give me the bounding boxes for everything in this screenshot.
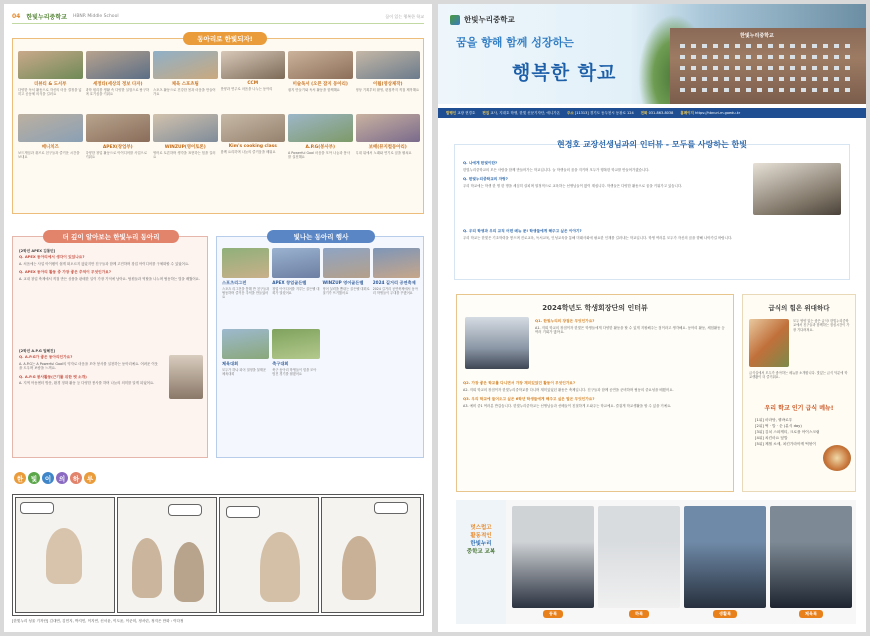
answer: A1. 저희 학교의 장점이자 한빛은 학생들에게 다양한 활동을 할 수 있게 지원해주는 점이라고 생각해요. 동아리 활동, 체험활동 등 여러 기회가 많아요. xyxy=(535,325,725,334)
masthead-slogan: 꿈을 향해 함께 성장하는 xyxy=(456,36,574,49)
answer: 우리 학교에는 학생 한 명 한 명을 세심히 살피며 열정적으로 교육하는 선생님들이 많이 계십니다. 학생들은 다양한 활동으로 꿈을 키워가고 있습니다. xyxy=(463,183,683,188)
building-window xyxy=(680,66,685,70)
event-description: 2024 길거리 공연축제에서 동아리 학생들이 무대를 꾸몄어요 xyxy=(372,287,418,296)
event-photo xyxy=(373,248,420,278)
building-window xyxy=(735,66,740,70)
club-photo xyxy=(356,114,421,142)
building-window xyxy=(823,55,828,59)
student-qa-2 xyxy=(463,381,727,408)
building-window xyxy=(680,44,685,48)
club-description: 무대 위에서 노래와 연기로 꿈을 펼쳐요 xyxy=(355,151,412,155)
building-window xyxy=(834,55,839,59)
building-window xyxy=(768,55,773,59)
lunch-description: 모두 영양 있는 좋은 급식! 한빛누리중학교에서 친구들과 함께하는 점심시간이 가장 기다려져요. xyxy=(793,319,850,332)
building-window xyxy=(812,66,817,70)
masthead-logo xyxy=(450,14,515,25)
building-window xyxy=(801,44,806,48)
event-card xyxy=(373,248,420,325)
building-window xyxy=(746,66,751,70)
principal-qa-2 xyxy=(463,229,841,240)
school-building-image xyxy=(670,28,866,104)
right-page xyxy=(438,4,866,632)
events-grid xyxy=(222,248,420,406)
header-slogan: 꿈이 있는 행복한 학교 xyxy=(385,13,424,19)
building-window xyxy=(768,77,773,81)
club-description: A Powerful Goal 마음을 모아 나눔과 봉사를 실천해요 xyxy=(288,151,351,160)
comic-character xyxy=(260,532,300,602)
building-window xyxy=(834,88,839,92)
club-name: 보배(뮤지컬동아리) xyxy=(368,145,407,150)
comic-title-char: 루 xyxy=(84,472,96,484)
event-photo xyxy=(272,248,319,278)
club-description: 영상 기획부터 촬영, 편집까지 직접 제작해요 xyxy=(355,88,420,92)
uniform-label-line: 한빛누리 xyxy=(470,541,492,547)
header-school-en: HBNR Middle School xyxy=(72,14,119,19)
building-window xyxy=(691,44,696,48)
comic-panel xyxy=(15,497,115,613)
club-card xyxy=(153,114,218,173)
building-window xyxy=(757,88,762,92)
building-window xyxy=(702,55,707,59)
question: Q. A.P.G가 좋은 동아리인가요? xyxy=(19,355,73,359)
club-photo xyxy=(153,51,218,79)
building-window xyxy=(823,88,828,92)
comic-credit: [한빛누리 성울 기자단] 김대연, 김민지, 박지민, 이지연, 신서윤, 이도윤, 이준미, 정서린, 정지은 만화 : 이다정 xyxy=(12,619,184,623)
question: Q. A.P.G 봉사활동(근기를 위한 뱃 소개) xyxy=(19,374,87,379)
building-window xyxy=(768,66,773,70)
student-photo xyxy=(169,355,203,399)
club-description: 잡지 만들기와 독서 활동을 함께해요 xyxy=(288,88,340,92)
question: Q3. 우리 학교에 들어오고 싶은 6학년 학생들에게 해주고 싶은 말은 무엇인가요? xyxy=(463,397,595,401)
building-window xyxy=(757,66,762,70)
left-header xyxy=(12,10,424,24)
event-name: 축구대회 xyxy=(272,361,289,366)
comic-character xyxy=(342,536,376,600)
principal-qa-1 xyxy=(463,161,729,188)
answer: A. 지역 아동센터 방문, 환경 정화 활동 등 다양한 봉사를 하며 나눔의 의미를 알게 되었어요. xyxy=(19,381,155,385)
club-description: 과학 원리를 생활 속 다양한 실험으로 탐구하며 호기심을 키워요 xyxy=(85,88,150,97)
club-photo xyxy=(86,114,151,142)
qa-block-apex xyxy=(19,249,201,281)
answer: A2. 저희 학교의 장점이자 한빛누리중학교를 다니며 재미있었던 활동은 축제입니다. 친구들과 함께 공연을 준비하며 협동의 중요성을 배웠어요. xyxy=(463,387,674,392)
page-number: 04 xyxy=(12,13,21,20)
question: Q2. 가장 좋은 학교를 다니면서 가장 재미있었던 활동이 무엇인가요? xyxy=(463,381,576,385)
answer: 우리 학교는 한빛은 기초학력을 쌓으며 진로교육, 독서교육, 인성교육을 통해 미래사회에 필요한 인재를 길러내는 학교입니다. 학생 여러분 모두가 자신의 꿈을 향해 나아가길 바랍니다. xyxy=(463,235,733,240)
building-window xyxy=(812,77,817,81)
building-window xyxy=(790,66,795,70)
speech-bubble xyxy=(168,504,202,516)
principal-interview xyxy=(454,140,850,280)
building-window xyxy=(790,44,795,48)
comic-panel xyxy=(321,497,421,613)
building-window xyxy=(702,88,707,92)
clubs-title: 동아리로 한빛되자! xyxy=(183,32,267,45)
event-card xyxy=(272,329,319,406)
building-window xyxy=(691,88,696,92)
building-window xyxy=(702,66,707,70)
lunch-title: 급식의 힘은 위대하다 xyxy=(768,304,830,312)
student-council-interview xyxy=(456,294,734,492)
building-window xyxy=(724,77,729,81)
comic-panel xyxy=(117,497,217,613)
question: Q. 한빛누리중학교의 자랑? xyxy=(463,177,508,181)
food-bowl-image xyxy=(823,445,851,471)
building-window xyxy=(845,66,850,70)
club-name: 세정타(세상의 정보 다자) xyxy=(93,82,143,87)
qa-label: [2학년 APEX 김통민] xyxy=(19,249,56,253)
uniform-section xyxy=(456,500,856,624)
student-qa-1 xyxy=(535,319,727,335)
building-window xyxy=(834,44,839,48)
club-photo xyxy=(86,51,151,79)
club-photo xyxy=(18,51,83,79)
comic-character xyxy=(174,542,204,602)
answer: 한빛누리중학교의 모든 사람을 함께 만들어가는 학교입니다. 늘 학생들의 꿈을 지키며 모두가 행복한 학교를 만들어가겠습니다. xyxy=(463,167,650,172)
building-window xyxy=(812,88,817,92)
building-window xyxy=(746,88,751,92)
answer: A. A.P.G는 A Powerful Goal의 약자로 마음을 모아 봉사를 실천하는 동아리예요. 어려운 이웃을 도우며 보람을 느껴요. xyxy=(19,361,158,370)
club-name: 미술독서 (오픈 잡지 동아리) xyxy=(292,82,348,87)
club-name: WINZUP(영어토론) xyxy=(164,145,206,150)
question: Q. 우리 학생과 우리 교직 어떤 메뉴 문! 학생들에게 해주고 싶은 이야기? xyxy=(463,229,582,233)
club-description: 스포츠 활동으로 건강한 몸과 마음을 만들어 가요 xyxy=(153,88,216,97)
building-window xyxy=(713,55,718,59)
building-window xyxy=(790,55,795,59)
building-window xyxy=(790,88,795,92)
comic-title-char: 이 xyxy=(42,472,54,484)
building-window xyxy=(746,77,751,81)
club-name: 더뷰티 & 도서부 xyxy=(34,82,67,87)
building-window xyxy=(713,66,718,70)
menu-item: [4위] 치킨마요 덮밥 xyxy=(755,436,788,440)
uniform-name: 동복 xyxy=(512,610,594,618)
uniform-name: 체육복 xyxy=(770,610,852,618)
qa-label: [2학년 A.P.G 밀혜진] xyxy=(19,349,56,353)
masthead-headline: 행복한 학교 xyxy=(512,62,617,84)
comic-character xyxy=(46,528,82,584)
club-name: CCM xyxy=(247,81,259,86)
club-card xyxy=(221,114,286,173)
club-photo xyxy=(221,114,286,142)
building-window xyxy=(735,44,740,48)
uniform-label xyxy=(456,500,506,624)
event-card xyxy=(222,329,269,406)
building-window xyxy=(834,66,839,70)
comic-title-char: 의 xyxy=(56,472,68,484)
event-description: 모두가 하나 되어 열정을 불태운 체육대회 xyxy=(222,368,267,377)
club-name: 매니치즈 xyxy=(41,145,59,150)
event-card xyxy=(272,248,319,325)
building-window xyxy=(812,44,817,48)
student-council-photo xyxy=(465,317,529,369)
lunch-photo xyxy=(749,319,789,367)
building-window xyxy=(801,77,806,81)
event-description: 영어 실력을 뽐내는 골든벨 대회로 열기가 뜨거웠어요 xyxy=(322,287,370,296)
event-photo xyxy=(323,248,370,278)
answer: A3. 예비 중1 여러분 반갑습니다. 한빛누리중학교는 선생님들과 선배들이 친절하게 도와주는 학교예요. 즐겁게 학교생활을 할 수 있을 거예요. xyxy=(463,403,672,408)
building-window xyxy=(680,88,685,92)
club-photo xyxy=(288,114,353,142)
building-window xyxy=(724,55,729,59)
club-description: 함께 요리하며 나눔의 즐거움을 배워요 xyxy=(220,150,276,154)
events-section xyxy=(216,233,424,458)
club-photo xyxy=(18,114,83,142)
club-photo xyxy=(356,51,421,79)
building-window xyxy=(812,55,817,59)
comic-title-char: 한 xyxy=(14,472,26,484)
uniform-photo xyxy=(684,506,766,608)
event-description: 축구 동아리 학생들이 힘을 모아 멋진 경기를 펼쳤어요 xyxy=(272,368,317,377)
club-description: 영어로 토론하며 생각을 표현하는 힘을 길러요 xyxy=(153,151,216,160)
club-name: 체육 스포츠팀 xyxy=(171,82,199,87)
club-card xyxy=(356,51,421,110)
event-name: 스포츠리그전 xyxy=(222,280,247,285)
school-logo-icon xyxy=(450,15,460,25)
building-window xyxy=(845,88,850,92)
building-window xyxy=(757,44,762,48)
uniform-photo xyxy=(598,506,680,608)
uniform-name: 생활복 xyxy=(684,610,766,618)
comic-character xyxy=(132,538,162,598)
building-window xyxy=(845,77,850,81)
uniform-label-line: 중학교 교복 xyxy=(466,549,496,555)
building-window xyxy=(702,44,707,48)
building-window xyxy=(724,66,729,70)
building-window xyxy=(735,88,740,92)
building-sign: 한빛누리중학교 xyxy=(740,33,774,39)
question: Q1. 한빛누리의 장점은 무엇인가요? xyxy=(535,319,595,323)
event-card xyxy=(323,248,370,325)
answer: A. 교내 창업 축제에서 직접 만든 상품을 판매한 일이 가장 기억에 남아요. 팀원들과 역할을 나누며 협동하는 법을 배웠어요. xyxy=(19,276,201,281)
event-name: 2024 길거리 공연축제 xyxy=(372,280,416,285)
building-window xyxy=(768,44,773,48)
club-card xyxy=(18,114,83,173)
club-qa-title: 더 깊이 알아보는 한빛누리 동아리 xyxy=(43,230,179,243)
building-window xyxy=(845,55,850,59)
building-window xyxy=(823,77,828,81)
left-page xyxy=(4,4,432,632)
event-name: WINZUP 영어골든벨 xyxy=(322,280,364,285)
club-card xyxy=(288,114,353,173)
building-window xyxy=(735,55,740,59)
building-window xyxy=(801,55,806,59)
club-card xyxy=(18,51,83,110)
building-window xyxy=(801,66,806,70)
club-card xyxy=(153,51,218,110)
header-school-name: 한빛누리중학교 xyxy=(26,14,67,21)
question: Q. APEX 동아리 활동 중 가장 좋은 추억이 무엇인가요? xyxy=(19,270,111,274)
building-window xyxy=(834,77,839,81)
principal-interview-title: 현경호 교장선생님과의 인터뷰 - 모두를 사랑하는 한빛 xyxy=(556,140,748,149)
club-card xyxy=(86,114,151,173)
building-window xyxy=(823,44,828,48)
club-name: Kim's cooking class xyxy=(228,144,277,149)
clubs-grid xyxy=(18,51,420,173)
events-title: 빛나는 동아리 행사 xyxy=(267,230,375,243)
event-name: APEX 창업골든벨 xyxy=(272,280,307,285)
event-photo xyxy=(272,329,319,359)
building-window xyxy=(757,55,762,59)
club-card xyxy=(86,51,151,110)
uniform-photo xyxy=(512,506,594,608)
menu-item: [3위] 김치 스파게티, 크로플 아이스크림 xyxy=(755,430,820,434)
question: Q. 나에게 한빛이란? xyxy=(463,161,498,165)
building-window xyxy=(790,77,795,81)
answer: A. 처음에는 사업 아이템이 쉽게 떠오르지 않았지만 친구들과 함께 고민하며 창업 아이디어를 구체화할 수 있었어요. xyxy=(19,261,190,266)
event-name: 체육대회 xyxy=(222,361,239,366)
comic-panel xyxy=(219,497,319,613)
club-name: A.P.G(봉사부) xyxy=(305,145,336,150)
club-card xyxy=(288,51,353,110)
building-window xyxy=(779,44,784,48)
event-photo xyxy=(222,329,269,359)
event-description: 창업 아이디어를 겨루는 골든벨 대회가 열렸어요 xyxy=(272,287,320,296)
menu-list xyxy=(755,417,820,447)
club-card xyxy=(356,114,421,173)
club-description: 다양한 독서 활동으로 자신의 마음 결정을 넓히고 공동체 의식을 길러요 xyxy=(18,88,82,97)
building-window xyxy=(713,88,718,92)
building-window xyxy=(779,55,784,59)
comic-strip xyxy=(12,494,424,616)
speech-bubble xyxy=(374,502,408,514)
building-window xyxy=(746,44,751,48)
publication-info-bar: 발행인 교장 현경호 편집 교사, 지대호 학생, 한빛 신문기자단, 애니가온 주소 [11313] 경기도 동두천시 동광로 124 전화 031-863-8038 홈페이지 https://hbnuri-m.goedu.kr xyxy=(438,108,866,118)
building-window xyxy=(713,44,718,48)
menu-item: [1위] 마라탕, 꿔바로우 xyxy=(755,418,793,422)
uniform-name: 하복 xyxy=(598,610,680,618)
building-window xyxy=(801,88,806,92)
club-name: APEX(창업부) xyxy=(102,145,133,150)
comic-title xyxy=(14,472,96,484)
student-interview-title: 2024학년도 학생회장단의 인터뷰 xyxy=(542,304,648,312)
building-window xyxy=(735,77,740,81)
menu-item: [2위] 떡 · 밥 · 순 (분식 day) xyxy=(755,424,802,428)
question: Q. APEX 동아리에서 생각이 있었나요? xyxy=(19,255,85,259)
building-window xyxy=(691,55,696,59)
building-window xyxy=(845,44,850,48)
club-card xyxy=(221,51,286,110)
club-description: 다양한 창업 활동으로 아이디어를 사업으로 키워요 xyxy=(85,151,148,160)
club-description: 찬양과 연주로 마음을 나누는 동아리 xyxy=(220,87,273,91)
building-window xyxy=(779,77,784,81)
building-window xyxy=(779,88,784,92)
lunch-section xyxy=(742,294,856,492)
comic-title-char: 빛 xyxy=(28,472,40,484)
speech-bubble xyxy=(226,506,260,518)
club-photo xyxy=(153,114,218,142)
building-window xyxy=(691,66,696,70)
uniform-photo xyxy=(770,506,852,608)
menu-title: 우리 학교 인기 급식 메뉴! xyxy=(764,405,834,412)
uniform-label-line: 멋스럽고 xyxy=(470,525,492,531)
building-window xyxy=(680,55,685,59)
building-window xyxy=(746,55,751,59)
club-photo xyxy=(288,51,353,79)
masthead xyxy=(438,4,866,104)
comic-title-char: 하 xyxy=(70,472,82,484)
masthead-school-name: 한빛누리중학교 xyxy=(464,15,515,24)
lunch-description-2: 급식실에서 모두가 좋아하는 메뉴를 소개합니다. 맛있는 급식 덕분에 학교생활이 더 즐거워요. xyxy=(749,371,848,380)
club-qa-section xyxy=(12,233,208,458)
event-photo xyxy=(222,248,269,278)
building-window xyxy=(757,77,762,81)
menu-item: [5위] 제철 소세, 치킨가라아게 떡볶이 xyxy=(755,442,816,446)
building-window xyxy=(724,88,729,92)
event-card xyxy=(222,248,269,325)
speech-bubble xyxy=(20,502,54,514)
uniform-label-line: 활동적인 xyxy=(470,533,492,539)
principal-photo xyxy=(753,163,841,215)
building-window xyxy=(702,77,707,81)
building-window xyxy=(823,66,828,70)
club-photo xyxy=(221,51,286,79)
clubs-section xyxy=(12,35,424,214)
club-description: 보드게임과 퀴즈로 친구들과 즐거운 시간을 보내요 xyxy=(18,151,80,160)
building-window xyxy=(691,77,696,81)
building-window xyxy=(680,77,685,81)
building-window xyxy=(779,66,784,70)
club-name: 이월(영상제작) xyxy=(373,82,403,87)
building-window xyxy=(713,77,718,81)
event-description: 스포츠 리그전을 통해 반 친구들과 협동하며 즐거운 추억을 만들었어요 xyxy=(222,287,270,300)
building-window xyxy=(768,88,773,92)
building-window xyxy=(724,44,729,48)
